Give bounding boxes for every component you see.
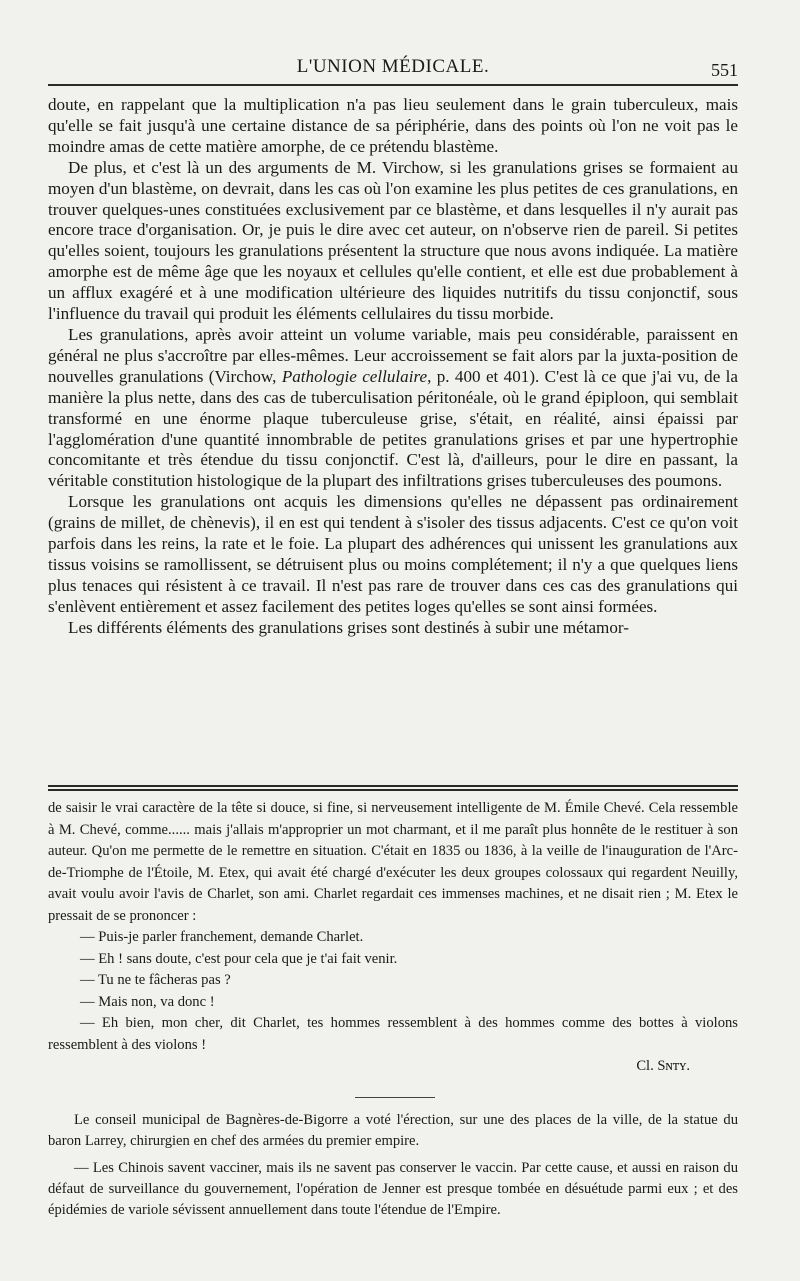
dialog-line-1: — Puis-je parler franchement, demande Charlet. (80, 929, 364, 945)
page-header (48, 52, 738, 82)
book-title: Pathologie cellulaire (281, 366, 428, 386)
paragraph-3-part-b: , p. 400 et 401). C'est là ce que j'ai vu, de la manière la plus nette, dans des cas de tuberculisation péritonéale, où le grand épiploon, qui semblait transformé en une énorme plaque tuberculeuse grise, s'était, en réalité, ainsi épaissi par l'agglomération d'une quantité innombrable de petites granulations grises et par une hypertrophie concomitante et très étendue du tissu conjonctif. C'est là, d'ailleurs, pour le dire en passant, la véritable constitution histologique de la plupart des infiltrations grises tuberculeuses des poumons. (48, 366, 739, 491)
feuilleton (48, 798, 738, 1078)
page-number: 551 (711, 60, 738, 80)
author-signature: Cl. Sɴᴛʏ. (636, 1058, 690, 1074)
dialog-line-3: — Tu ne te fâcheras pas ? (80, 972, 231, 988)
running-title: L'UNION MÉDICALE. (296, 56, 490, 77)
feuilleton-intro: de saisir le vrai caractère de la tête si douce, si fine, si nerveusement intelligente de M. Émile Chevé. Cela ressemble à M. Chevé, comme...... mais j'allais m'approprier un mot charmant, et il me paraît plus honnête de le restituer à son auteur. Qu'on me permette de le remettre en situation. C'était en 1835 ou 1836, à la veille de l'inauguration de l'Arc-de-Triomphe de l'Étoile, M. Etex, qui avait été chargé d'exécuter les deux groupes colossaux qui regardent Neuilly, avait voulu avoir l'avis de Charlet, son ami. Charlet regardait ces immenses machines, et ne disait rien ; M. Etex le pressait de se prononcer : (48, 800, 738, 924)
feuilleton-separator (48, 785, 738, 791)
main-article (48, 95, 738, 639)
dialog-line-5: — Eh bien, mon cher, dit Charlet, tes hommes ressemblent à des hommes comme des bottes à violons ressemblent à des violons ! (48, 1015, 738, 1053)
paragraph-1: doute, en rappelant que la multiplication n'a pas lieu seulement dans le grain tuberculeux, mais qu'elle se fait jusqu'à une certaine distance de sa périphérie, dans des points où l'on ne voit pas le moindre amas de cette matière amorphe, de ce prétendu blastème. (48, 95, 738, 156)
paragraph-2: De plus, et c'est là un des arguments de M. Virchow, si les granulations grises se formaient au moyen d'un blastème, on devrait, dans les cas où l'on examine les plus petites de ces granulations, en trouver quelques-unes constituées exclusivement par ce blastème, et dans lesquelles il n'y aurait pas encore trace d'organisation. Or, je puis le dire avec cet auteur, on n'observe rien de pareil. Si petites qu'elles soient, toujours les granulations présentent la structure que nous avons indiquée. La matière amorphe est de même âge que les noyaux et cellules qu'elle contient, et elle est due probablement à un afflux exagéré et à une modification ultérieure des liquides nutritifs du tissu conjonctif, sous l'influence du travail qui produit les éléments cellulaires du tissu morbide. (48, 157, 738, 324)
news-separator (355, 1097, 435, 1098)
paragraph-3 (48, 325, 738, 492)
news-item-2: — Les Chinois savent vacciner, mais ils ne savent pas conserver le vaccin. Par cette cause, et aussi en raison du défaut de surveillance du gouvernement, l'opération de Jenner est presque tombée en désuétude parmi eux ; et des épidémies de variole sévissent annuellement dans toute l'étendue de l'Empire. (48, 1160, 738, 1218)
paragraph-5: Les différents éléments des granulations grises sont destinés à subir une métamor- (68, 617, 629, 637)
news-items (48, 1110, 738, 1227)
dialog-line-4: — Mais non, va donc ! (80, 993, 215, 1010)
dialog-line-2: — Eh ! sans doute, c'est pour cela que je t'ai fait venir. (80, 950, 398, 967)
header-rule (48, 84, 738, 86)
news-item-1: Le conseil municipal de Bagnères-de-Bigorre a voté l'érection, sur une des places de la ville, de la statue du baron Larrey, chirurgien en chef des armées du premier empire. (48, 1112, 738, 1149)
paragraph-4: Lorsque les granulations ont acquis les dimensions qu'elles ne dépassent pas ordinairement (grains de millet, de chènevis), il en est qui tendent à s'isoler des tissus adjacents. C'est ce qu'on voit parfois dans les reins, la rate et le foie. La plupart des adhérences qui unissent les granulations aux tissus voisins se ramollissent, se détruisent plus ou moins complétement; il n'y a que quelques liens plus tenaces qui résistent à ce travail. Il n'est pas rare de trouver dans ces cas des granulations qui s'enlèvent entièrement et assez facilement des petites loges qu'elles se sont ainsi formées. (48, 492, 738, 616)
paragraph-3-part-a: Les granulations, après avoir atteint un volume variable, mais peu considérable, paraissent en général ne plus s'accroître par elles-mêmes. Leur accroissement se fait alors par la juxta-position de nouvelles granulations (Virchow, (48, 324, 738, 386)
